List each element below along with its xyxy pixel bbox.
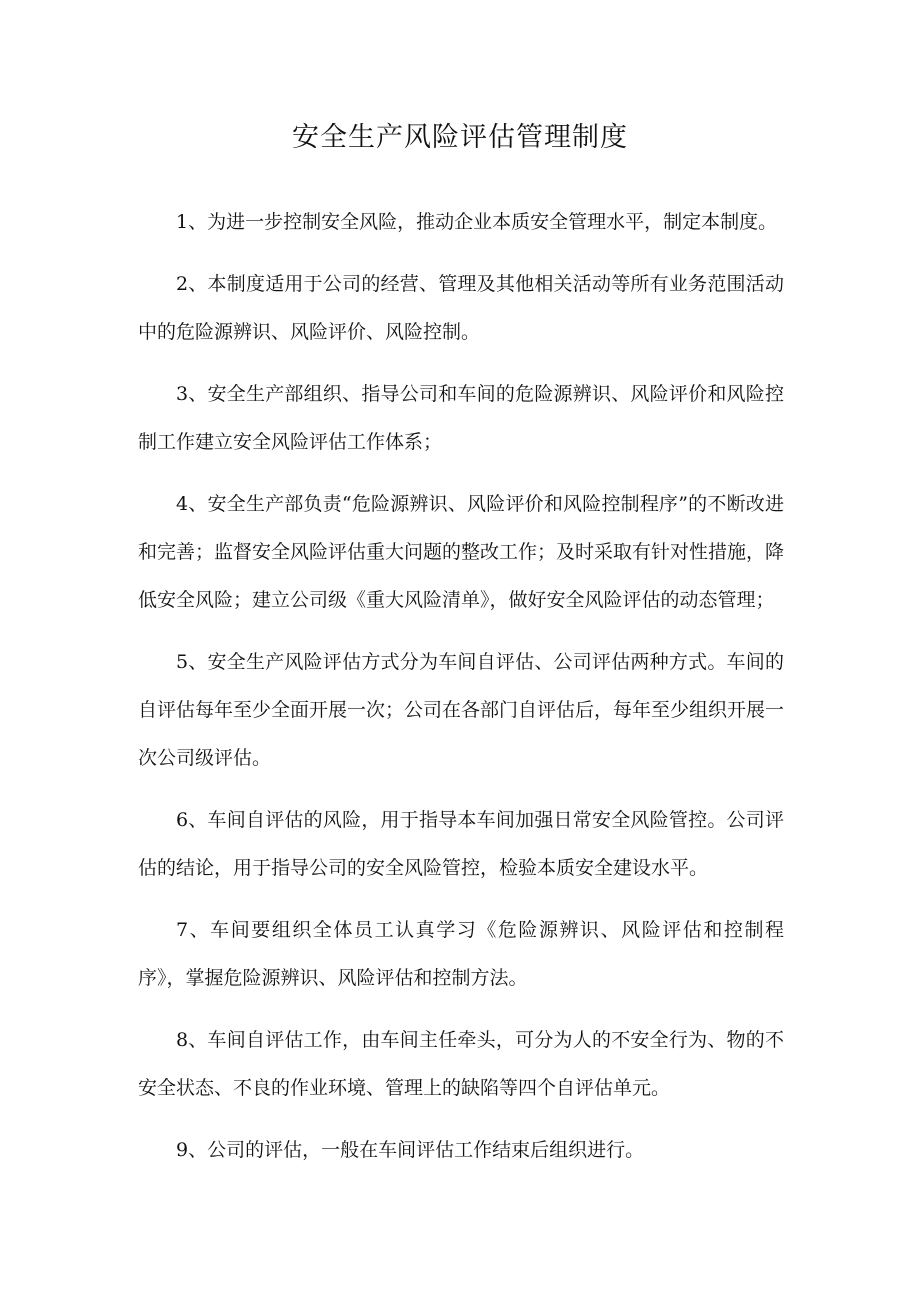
paragraph-8: 8、车间自评估工作，由车间主任牵头，可分为人的不安全行为、物的不安全状态、不良的作业环境、管理上的缺陷等四个自评估单元。 — [138, 1029, 784, 1099]
paragraph-3: 3、安全生产部组织、指导公司和车间的危险源辨识、风险评价和风险控制工作建立安全风险评估工作体系； — [138, 383, 784, 453]
paragraph-9: 9、公司的评估，一般在车间评估工作结束后组织进行。 — [176, 1139, 645, 1161]
paragraph-6: 6、车间自评估的风险，用于指导本车间加强日常安全风险管控。公司评估的结论，用于指导公司的安全风险管控，检验本质安全建设水平。 — [138, 809, 784, 879]
paragraph-5: 5、安全生产风险评估方式分为车间自评估、公司评估两种方式。车间的自评估每年至少全面开展一次；公司在各部门自评估后，每年至少组织开展一次公司级评估。 — [138, 651, 785, 769]
paragraph-7: 7、车间要组织全体员工认真学习《危险源辨识、风险评估和控制程序》，掌握危险源辨识、风险评估和控制方法。 — [138, 919, 784, 989]
page-title: 安全生产风险评估管理制度 — [292, 122, 628, 153]
paragraph-1: 1、为进一步控制安全风险，推动企业本质安全管理水平，制定本制度。 — [176, 211, 778, 233]
document-body — [138, 198, 784, 1188]
paragraph-2: 2、本制度适用于公司的经营、管理及其他相关活动等所有业务范围活动中的危险源辨识、风险评价、风险控制。 — [138, 273, 784, 343]
paragraph-4: 4、安全生产部负责“危险源辨识、风险评价和风险控制程序”的不断改进和完善；监督安全风险评估重大问题的整改工作；及时采取有针对性措施，降低安全风险；建立公司级《重大风险清单》，做好安全风险评估的动态管理； — [138, 493, 785, 611]
